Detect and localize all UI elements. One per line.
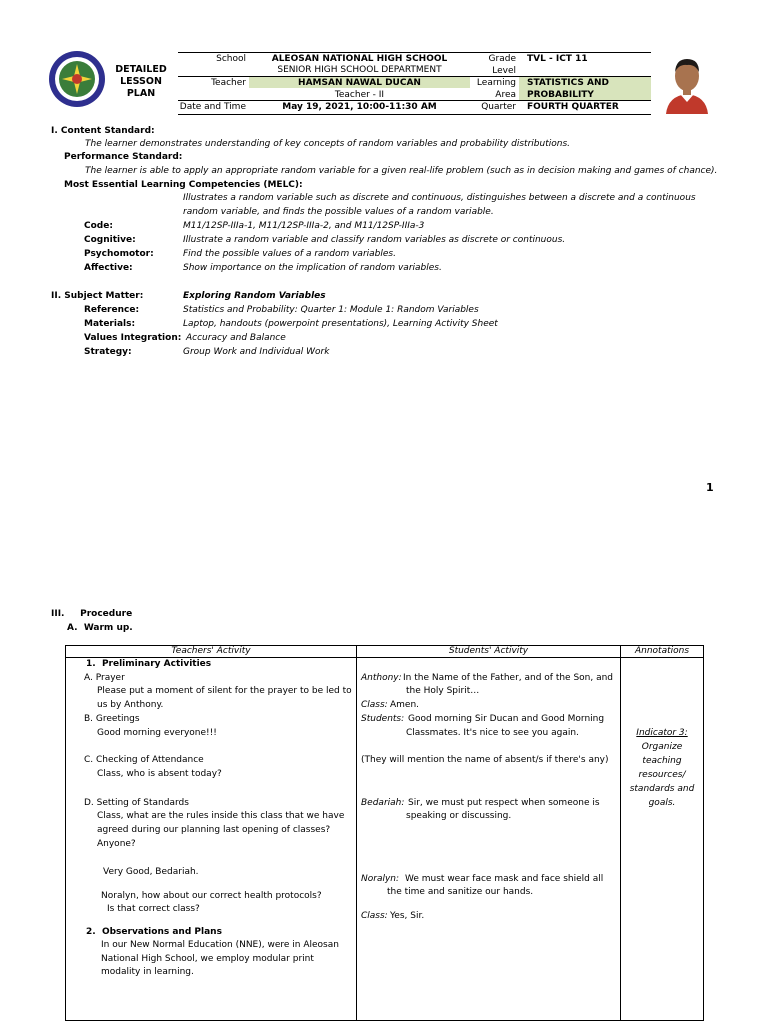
prayer-text-2: us by Anthony. (97, 700, 164, 710)
department: SENIOR HIGH SCHOOL DEPARTMENT (277, 65, 442, 75)
noralyn-response-2: the time and sanitize our hands. (387, 887, 534, 897)
anthony-response-2: the Holy Spirit… (406, 686, 480, 696)
col-header-annotations: Annotations (634, 646, 690, 656)
school-name: ALEOSAN NATIONAL HIGH SCHOOL (271, 54, 448, 64)
annotation-line-1: Organize (641, 742, 683, 752)
affective-label: Affective: (84, 263, 133, 273)
greetings-text: Good morning everyone!!! (97, 728, 217, 738)
teacher-label: Teacher (211, 78, 246, 88)
observations-text-2: National High School, we employ modular print (101, 954, 314, 964)
date-time-value: May 19, 2021, 10:00-11:30 AM (282, 102, 437, 112)
warmup-label: A. Warm up. (67, 623, 133, 633)
learning-area-line-2: PROBABILITY (527, 90, 594, 100)
absent-response: (They will mention the name of absent/s if there's any) (361, 755, 609, 765)
code-label: Code: (84, 221, 113, 231)
learning-area-line-1: STATISTICS AND (527, 78, 610, 88)
students-speaker: Students: (361, 714, 405, 724)
bedariah-speaker: Bedariah: (361, 798, 405, 808)
observations-text-1: In our New Normal Education (NNE), were in Aleosan (101, 940, 339, 950)
observations-heading: 2. Observations and Plans (86, 927, 222, 937)
teacher-photo (662, 50, 712, 114)
prayer-text-1: Please put a moment of silent for the prayer to be led to (97, 686, 352, 696)
strategy-text: Group Work and Individual Work (183, 347, 330, 357)
preliminary-activities: 1. Preliminary Activities (86, 659, 212, 669)
cognitive-text: Illustrate a random variable and classify random variables as discrete or continuous. (183, 235, 566, 245)
performance-standard-label: Performance Standard: (64, 152, 183, 162)
level-label: Level (492, 66, 516, 76)
bedariah-response-2: speaking or discussing. (406, 811, 512, 821)
procedure-label: III. Procedure (51, 609, 133, 619)
plan-title-line-1: DETAILED (115, 64, 167, 75)
grade-label: Grade (488, 54, 516, 64)
annotation-indicator: Indicator 3: (636, 728, 688, 738)
performance-standard-text: The learner is able to apply an appropriate random variable for a given real-life problem (such as in decision making and games of chance). (85, 166, 718, 176)
annotation-line-3: resources/ (638, 770, 686, 780)
anthony-speaker: Anthony: (361, 673, 402, 683)
class-response: Amen. (390, 700, 420, 710)
standards-text-2: agreed during our planning last opening of classes? (97, 825, 331, 835)
standards-text-3: Anyone? (97, 839, 136, 849)
class-response-2: Yes, Sir. (390, 911, 425, 921)
annotation-line-2: teaching (642, 756, 682, 766)
annotation-line-5: goals. (648, 798, 676, 808)
cognitive-label: Cognitive: (84, 235, 136, 245)
psychomotor-text: Find the possible values of a random variables. (183, 249, 396, 259)
noralyn-question: Noralyn, how about our correct health protocols? (101, 891, 322, 901)
noralyn-response-1: We must wear face mask and face shield all (405, 874, 604, 884)
melc-label: Most Essential Learning Competencies (MELC): (64, 180, 303, 190)
affective-text: Show importance on the implication of random variables. (183, 263, 442, 273)
date-time-label: Date and Time (179, 102, 246, 112)
code-text: M11/12SP-IIIa-1, M11/12SP-IIIa-2, and M11/12SP-IIIa-3 (183, 221, 425, 231)
col-header-student: Students' Activity (448, 646, 529, 656)
correct-class-question: Is that correct class? (107, 904, 200, 914)
students-response-2: Classmates. It's nice to see you again. (406, 728, 579, 738)
very-good-text: Very Good, Bedariah. (103, 867, 199, 877)
reference-label: Reference: (84, 305, 140, 315)
content-standard-label: I. Content Standard: (51, 126, 155, 136)
materials-label: Materials: (84, 319, 136, 329)
materials-text: Laptop, handouts (powerpoint presentations), Learning Activity Sheet (183, 319, 498, 329)
standards-heading: D. Setting of Standards (84, 798, 189, 808)
teacher-name: HAMSAN NAWAL DUCAN (298, 78, 421, 88)
plan-title-line-2: LESSON (120, 76, 162, 87)
bedariah-response-1: Sir, we must put respect when someone is (408, 798, 600, 808)
quarter-value: FOURTH QUARTER (527, 102, 619, 112)
students-response-1: Good morning Sir Ducan and Good Morning (408, 714, 605, 724)
quarter-label: Quarter (481, 102, 516, 112)
col-header-teacher: Teachers' Activity (171, 646, 251, 656)
melc-text-2: random variable, and finds the possible values of a random variable. (183, 207, 494, 217)
melc-text-1: Illustrates a random variable such as discrete and continuous, distinguishes between a discrete and a continuous (183, 193, 696, 203)
learning-label: Learning (476, 78, 516, 88)
attendance-text: Class, who is absent today? (97, 769, 222, 779)
prayer-heading: A. Prayer (84, 673, 125, 683)
attendance-heading: C. Checking of Attendance (84, 755, 204, 765)
greetings-heading: B. Greetings (84, 714, 140, 724)
observations-text-3: modality in learning. (101, 967, 194, 977)
teacher-rank: Teacher - II (334, 90, 385, 100)
class-speaker-2: Class: (361, 911, 388, 921)
subject-matter-label: II. Subject Matter: (51, 291, 144, 301)
standards-text-1: Class, what are the rules inside this class that we have (97, 811, 345, 821)
school-seal-logo (48, 50, 106, 108)
psychomotor-label: Psychomotor: (84, 249, 154, 259)
class-speaker: Class: (361, 700, 388, 710)
values-integration-label: Values Integration: (84, 333, 182, 343)
page-number: 1 (706, 481, 714, 494)
subject-matter-text: Exploring Random Variables (183, 291, 326, 301)
annotation-line-4: standards and (629, 784, 695, 794)
school-label: School (216, 54, 246, 64)
noralyn-speaker: Noralyn: (361, 874, 400, 884)
area-label: Area (495, 90, 516, 100)
strategy-label: Strategy: (84, 347, 132, 357)
plan-title-line-3: PLAN (126, 88, 156, 99)
anthony-response-1: In the Name of the Father, and of the Son, and (403, 673, 614, 683)
content-standard-text: The learner demonstrates understanding of key concepts of random variables and probability distributions. (85, 139, 570, 149)
reference-text: Statistics and Probability: Quarter 1: Module 1: Random Variables (183, 305, 479, 315)
grade-value: TVL - ICT 11 (527, 54, 588, 64)
values-integration-text: Accuracy and Balance (186, 333, 286, 343)
